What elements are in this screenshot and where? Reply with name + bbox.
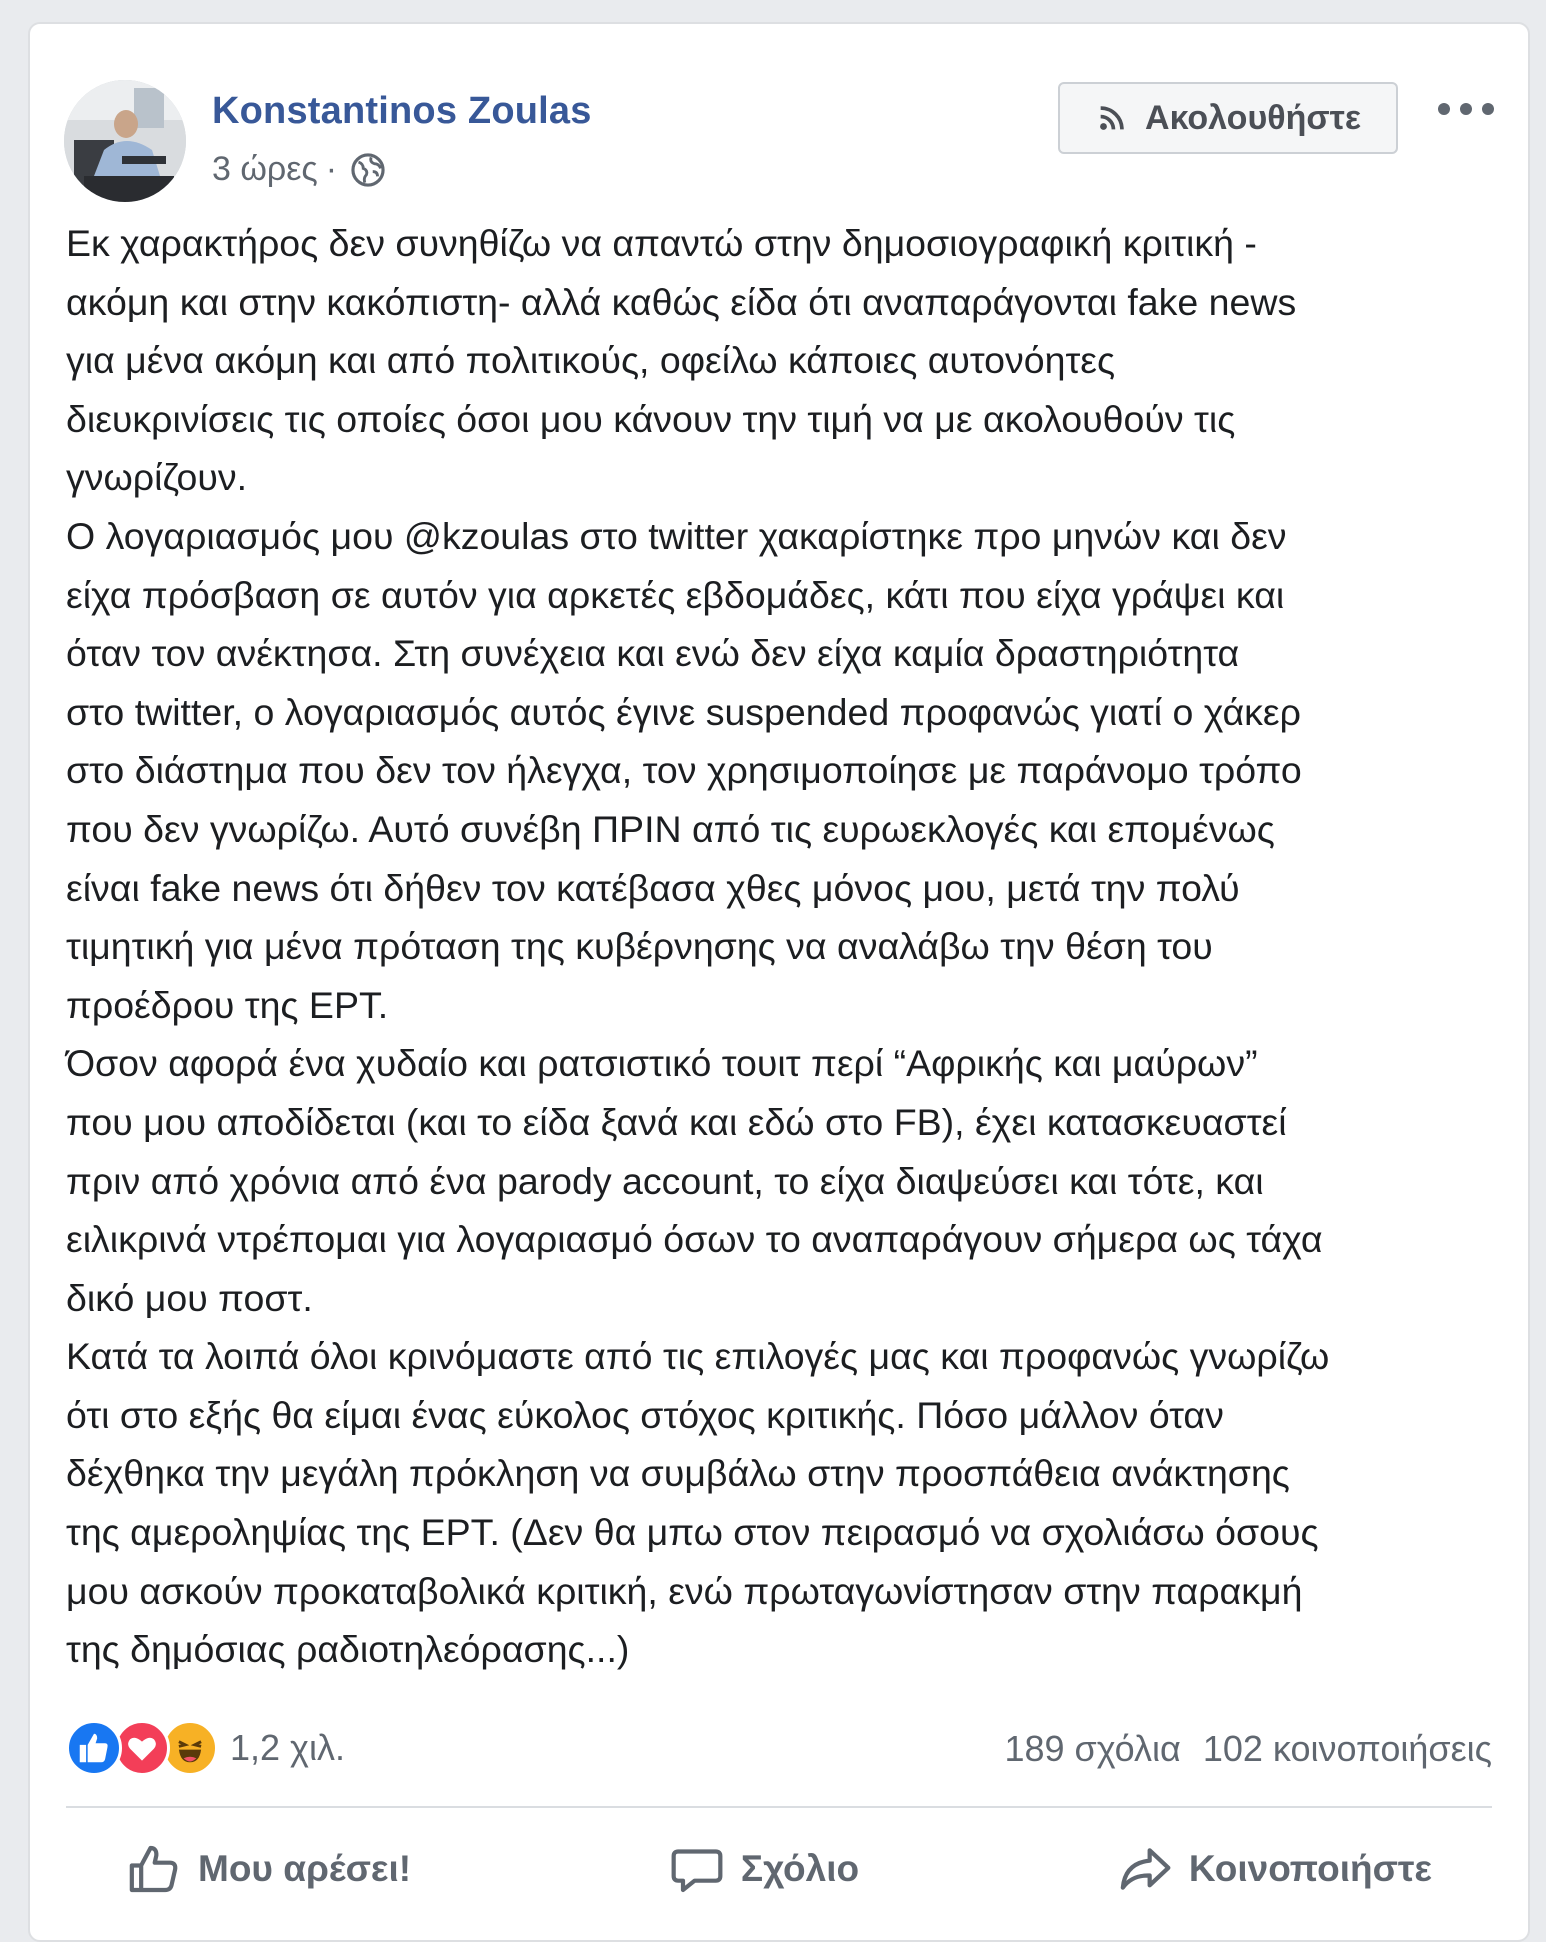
- shares-count[interactable]: 102 κοινοποιήσεις: [1202, 1728, 1492, 1769]
- like-reaction-icon: [66, 1720, 122, 1776]
- post-text-line: που δεν γνωρίζω. Αυτό συνέβη ΠΡΙΝ από τις ευρωεκλογές και επομένως: [66, 807, 1275, 850]
- post-card: [28, 22, 1530, 1942]
- post-text-line: γνωρίζουν.: [66, 456, 247, 499]
- like-button[interactable]: [66, 1841, 471, 1897]
- divider: [66, 1806, 1492, 1808]
- post-text-line: που μου αποδίδεται (και το είδα ξανά και εδώ στο FB), έχει κατασκευαστεί: [66, 1100, 1287, 1143]
- post-text-line: δέχθηκα την μεγάλη πρόκληση να συμβάλω στην προσπάθεια ανάκτησης: [66, 1452, 1290, 1495]
- post-text-line: Όσον αφορά ένα χυδαίο και ρατσιστικό τουιτ περί “Αφρικής και μαύρων”: [66, 1042, 1258, 1085]
- thumbs-up-icon: [126, 1841, 182, 1897]
- share-button[interactable]: [1057, 1841, 1492, 1897]
- post-text-line: δικό μου ποστ.: [66, 1276, 313, 1319]
- reaction-count[interactable]: 1,2 χιλ.: [230, 1727, 345, 1768]
- love-reaction-icon: [114, 1720, 170, 1776]
- post-time[interactable]: 3 ώρες: [212, 150, 318, 188]
- post-text-line: ακόμη και στην κακόπιστη- αλλά καθώς είδα ότι αναπαράγονται fake news: [66, 280, 1297, 323]
- post-text-line: της δημόσιας ραδιοτηλεόρασης...): [66, 1628, 630, 1671]
- avatar-photo: [64, 80, 186, 202]
- post-text-line: διευκρινίσεις τις οποίες όσοι μου κάνουν την τιμή να με ακολουθούν τις: [66, 397, 1236, 440]
- post-text-line: είχα πρόσβαση σε αυτόν για αρκετές εβδομάδες, κάτι που είχα γράψει και: [66, 573, 1285, 616]
- action-bar: [66, 1814, 1492, 1924]
- more-options-icon[interactable]: [1438, 94, 1494, 124]
- reactions-summary[interactable]: [66, 1720, 345, 1776]
- post-text-line: στο twitter, ο λογαριασμός αυτός έγινε suspended προφανώς γιατί ο χάκερ: [66, 690, 1301, 733]
- follow-label: Ακολουθήστε: [1145, 98, 1361, 137]
- avatar[interactable]: [64, 80, 186, 202]
- post-text-line: προέδρου της ΕΡΤ.: [66, 983, 389, 1026]
- like-label: Μου αρέσει!: [198, 1848, 412, 1889]
- comment-share-counts: [1004, 1728, 1492, 1770]
- post-text-line: της αμεροληψίας της ΕΡΤ. (Δεν θα μπω στον πειρασμό να σχολιάσω όσους: [66, 1511, 1319, 1554]
- post-text-line: είναι fake news ότι δήθεν τον κατέβασα χθες μόνος μου, μετά την πολύ: [66, 866, 1240, 909]
- post-text-line: όταν τον ανέκτησα. Στη συνέχεια και ενώ δεν είχα καμία δραστηριότητα: [66, 632, 1240, 675]
- comments-count[interactable]: 189 σχόλια: [1004, 1728, 1181, 1769]
- comment-button[interactable]: [609, 1841, 919, 1897]
- post-meta: [212, 150, 387, 189]
- post-text-line: ότι στο εξής θα είμαι ένας εύκολος στόχος κριτικής. Πόσο μάλλον όταν: [66, 1393, 1224, 1436]
- post-text-line: μου ασκούν προκαταβολικά κριτική, ενώ πρωταγωνίστησαν στην παρακμή: [66, 1569, 1303, 1612]
- follow-button[interactable]: [1058, 82, 1398, 154]
- post-text-line: τιμητική για μένα πρόταση της κυβέρνησης να αναλάβω την θέση του: [66, 925, 1213, 968]
- post-text-line: ειλικρινά ντρέπομαι για λογαριασμό όσων το αναπαράγουν σήμερα ως τάχα: [66, 1218, 1323, 1261]
- globe-icon: [349, 151, 387, 189]
- post-header: [64, 60, 1494, 190]
- post-text-line: Κατά τα λοιπά όλοι κρινόμαστε από τις επιλογές μας και προφανώς γνωρίζω: [66, 1335, 1330, 1378]
- post-text-line: πριν από χρόνια από ένα parody account, το είχα διαψεύσει και τότε, και: [66, 1159, 1264, 1202]
- meta-separator: ·: [325, 150, 338, 188]
- share-label: Κοινοποιήστε: [1188, 1848, 1432, 1889]
- author-name[interactable]: Konstantinos Zoulas: [212, 90, 592, 132]
- comment-bubble-icon: [669, 1841, 725, 1897]
- post-body: [66, 214, 1526, 1679]
- post-text-line: Εκ χαρακτήρος δεν συνηθίζω να απαντώ στην δημοσιογραφική κριτική -: [66, 222, 1257, 264]
- post-text-line: στο διάστημα που δεν τον ήλεγχα, τον χρησιμοποίησε με παράνομο τρόπο: [66, 749, 1302, 792]
- share-arrow-icon: [1117, 1841, 1173, 1897]
- rss-icon: [1095, 101, 1129, 135]
- post-text-line: για μένα ακόμη και από πολιτικούς, οφείλω κάποιες αυτονόητες: [66, 339, 1116, 382]
- post-stats: [66, 1714, 1492, 1784]
- haha-reaction-icon: [162, 1720, 218, 1776]
- comment-label: Σχόλιο: [740, 1848, 860, 1889]
- post-text-line: Ο λογαριασμός μου @kzoulas στο twitter χακαρίστηκε προ μηνών και δεν: [66, 514, 1287, 557]
